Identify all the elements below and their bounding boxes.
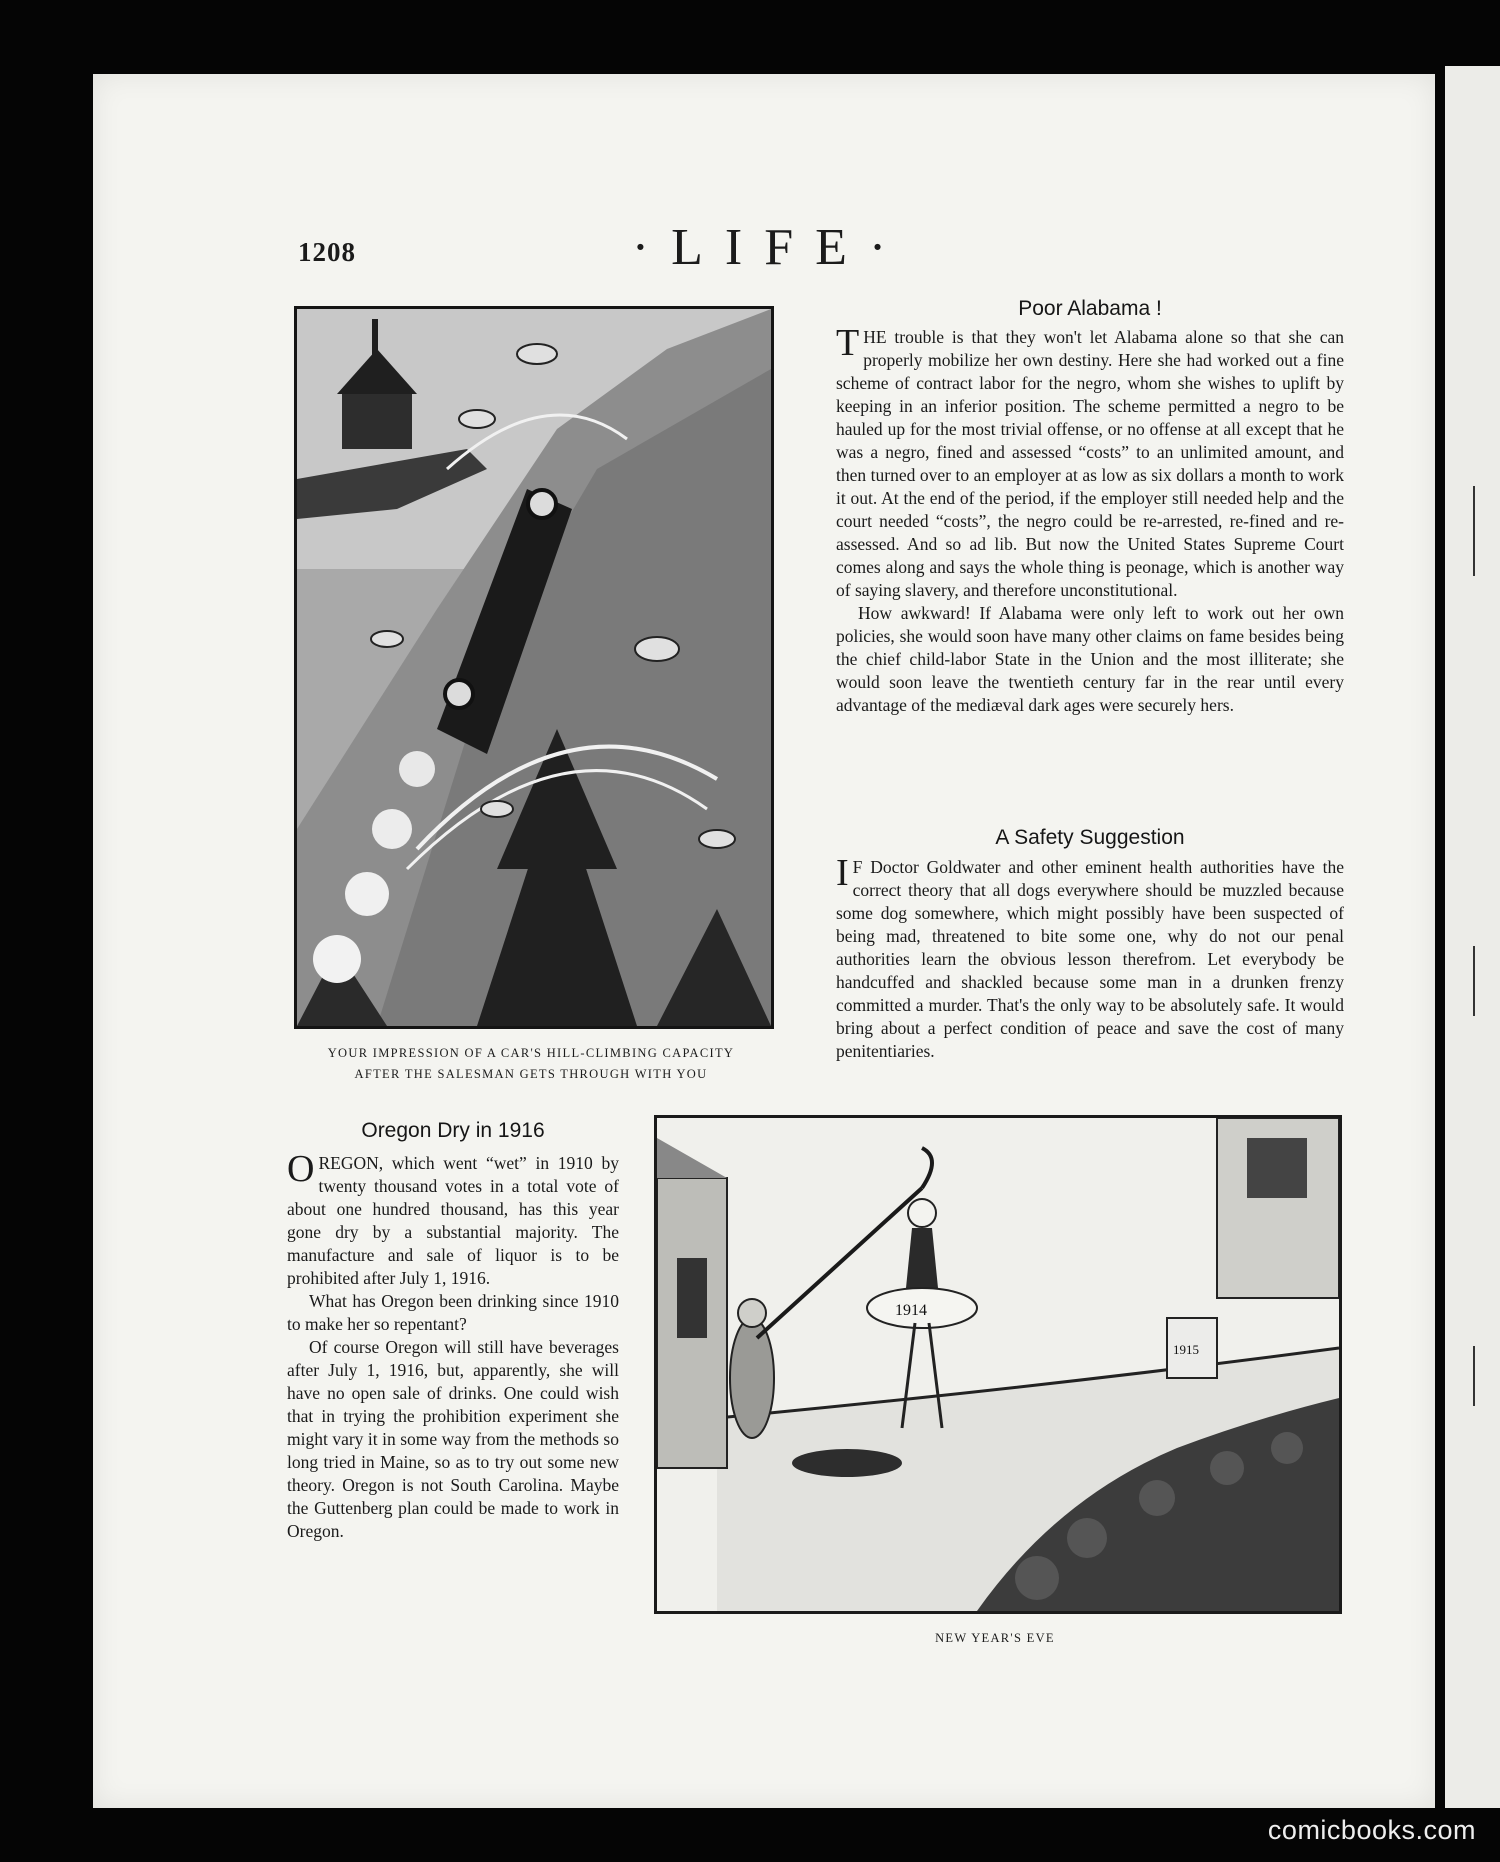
page-number: 1208 (298, 237, 356, 267)
alabama-paragraph-1: HE trouble is that they won't let Alabama alone so that she can properly mobilize her own destiny. Here she had worked out a fine scheme of contract labor for the negro, whom she wishes to uplift by keeping in an inferior position. The scheme permitted a negro to be hauled up for the most trivial offense, or no offense at all except that he was a negro, fined and assessed “costs” to an unlimited amount, and then turned over to an employer at as low as six dollars a month to work it out. At the end of the period, if the employer still needed help and the court needed “costs”, the negro could be re-arrested, re-fined and re-assessed. And so ad lib. But now the United States Supreme Court comes along and says the whole thing is peonage, which is another way of saying slavery, and therefore unconstitutional. (836, 327, 1344, 600)
cartoon1-caption (294, 1043, 768, 1085)
headline-poor-alabama: Poor Alabama ! (1018, 297, 1162, 320)
alabama-paragraph-2: How awkward! If Alabama were only left to work out her own policies, she would soon have many other claims on fame besides being the chief child-labor State in the Union and the most illiterate; she would soon leave the twentieth century far in the rear until every advantage of the mediæval dark ages were securely hers. (836, 603, 1344, 715)
article-oregon-dry (287, 1148, 619, 1543)
dropcap-o: O (287, 1148, 315, 1190)
cartoon2-caption: NEW YEAR'S EVE (935, 1631, 1055, 1645)
masthead-life: ·LIFE· (631, 219, 909, 276)
cartoon-new-years-eve (654, 1115, 1342, 1614)
dropcap-i: I (836, 852, 849, 894)
article-poor-alabama (836, 322, 1344, 717)
safety-paragraph-1: F Doctor Goldwater and other eminent health authorities have the correct theory that all dogs everywhere should be muzzled because some dog somewhere, which might possibly have been suspected of being mad, threatened to bite some one, why do not our penal authorities learn the obvious lesson therefrom. Let everybody be handcuffed and shackled because some man in a drunken frenzy committed a murder. That's the only way to be absolutely safe. It would bring about a perfect condition of peace and save the cost of many penitentiaries. (836, 857, 1344, 1061)
oregon-paragraph-2: What has Oregon been drinking since 1910 to make her so repentant? (287, 1291, 619, 1334)
cartoon-hill-climbing (294, 306, 774, 1029)
watermark-brand: comicbooks.com (1267, 1815, 1476, 1845)
headline-safety-suggestion: A Safety Suggestion (995, 826, 1185, 849)
cartoon1-caption-line2: AFTER THE SALESMAN GETS THROUGH WITH YOU (354, 1067, 708, 1081)
adjacent-page-edge (1445, 66, 1500, 1808)
oregon-paragraph-1: REGON, which went “wet” in 1910 by twenty thousand votes in a total vote of about one hundred thousand, has this year gone dry by a substantial majority. The manufacture and sale of liquor is to be prohibited after July 1, 1916. (287, 1153, 619, 1288)
headline-oregon-dry: Oregon Dry in 1916 (361, 1119, 545, 1142)
cartoon1-caption-line1: YOUR IMPRESSION OF A CAR'S HILL-CLIMBING CAPACITY (327, 1046, 735, 1060)
placard-year-label: 1915 (1173, 1342, 1199, 1357)
dress-year-label: 1914 (895, 1302, 927, 1319)
article-safety-suggestion (836, 852, 1344, 1063)
dropcap-t: T (836, 322, 860, 364)
oregon-paragraph-3: Of course Oregon will still have beverages after July 1, 1916, but, apparently, she will have no open sale of drinks. One could wish that in trying the prohibition experiment she might vary it in some way from the methods so long tried in Maine, so as to try out some new theory. Oregon is not South Carolina. Maybe the Guttenberg plan could be made to work in Oregon. (287, 1337, 619, 1541)
